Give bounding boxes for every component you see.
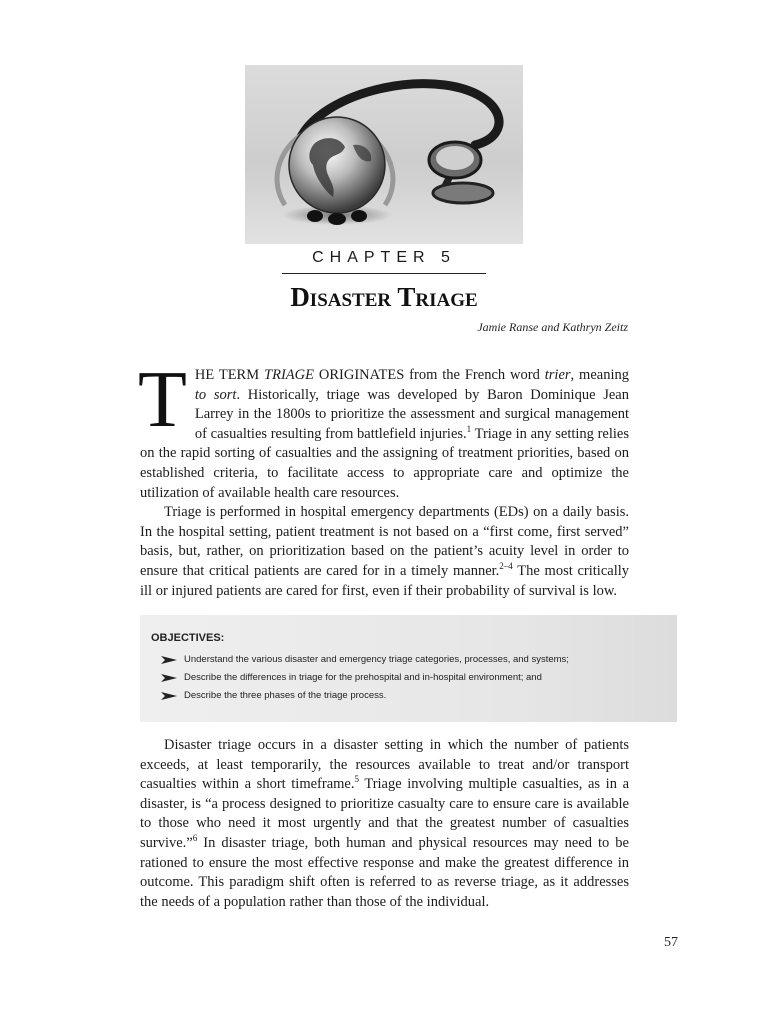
objective-item	[160, 687, 569, 705]
text-fragment: The most critically ill or injured patients are cared for first, even if their probability of survival is low.	[140, 562, 629, 599]
citation-ref: 5	[354, 774, 359, 785]
chapter-divider	[282, 273, 486, 274]
citation-ref: 1	[466, 423, 472, 434]
objectives-box	[140, 615, 677, 722]
paragraph-1	[138, 356, 629, 503]
arrow-bullet-icon	[160, 655, 178, 665]
objectives-heading: OBJECTIVES:	[151, 632, 225, 644]
objectives-list	[160, 651, 569, 705]
citation-ref: 2–4	[499, 561, 513, 572]
arrow-bullet-icon	[160, 691, 178, 701]
text-fragment: , meaning	[570, 367, 629, 383]
globe-stethoscope-image	[245, 65, 523, 244]
chapter-title: Disaster Triage	[290, 282, 478, 312]
text-fragment: Triage involving multiple casualties, as in a disaster, is “a process designed to prioritize casualty care to ensure care is available to those who need it most urgently and that the greatest number of casualties survive.”	[140, 776, 630, 851]
paragraph-2	[140, 503, 629, 601]
lead-text: HE TERM	[194, 367, 265, 383]
lead-italic: TRIAGE	[264, 367, 314, 383]
objective-item	[160, 651, 569, 669]
word-italic: trier	[544, 367, 571, 383]
drop-cap: T	[138, 356, 187, 444]
page-number: 57	[664, 935, 678, 950]
paragraph-3	[140, 736, 629, 912]
objective-text: Describe the differences in triage for the prehospital and in-hospital environment; and	[184, 672, 542, 683]
text-fragment: . Historically, triage was developed by Baron Dominique Jean Larrey in the 1800s to prioritize the assessment and surgical management of casualties resulting from battlefield injuries.	[194, 386, 629, 442]
text-fragment: Triage is performed in hospital emergency departments (EDs) on a daily basis. In the hospital setting, patient treatment is not based on a “first come, first served” basis, but, rather, on prioritization based on the patient’s acuity level in order to ensure that critical patients are cared for in a timely manner.	[140, 504, 629, 579]
meaning-italic: to sort	[194, 386, 237, 403]
objective-text: Understand the various disaster and emergency triage categories, processes, and systems;	[184, 654, 569, 665]
objective-item	[160, 669, 569, 687]
arrow-bullet-icon	[160, 673, 178, 683]
paragraph-3-block	[140, 736, 629, 912]
objective-text: Describe the three phases of the triage process.	[184, 690, 387, 701]
citation-ref: 6	[192, 833, 198, 844]
chapter-photo	[245, 65, 523, 244]
text-fragment: In disaster triage, both human and physical resources may need to be rationed to ensure the most effective response and make the greatest difference in outcome. This paradigm shift often is referred to as reverse triage, as it addresses the needs of a population rather than those of the individual.	[140, 834, 629, 910]
lead-rest: ORIGINATES from the French word	[313, 367, 545, 383]
text-fragment: Triage in any setting relies on the rapid sorting of casualties and the assigning of treatment priorities, based on established criteria, to facilitate access to appropriate care and optimize the utilization of available health care resources.	[140, 425, 629, 501]
chapter-label: CHAPTER 5	[312, 249, 456, 266]
text-fragment: Disaster triage occurs in a disaster setting in which the number of patients exceeds, at least temporarily, the resources available to treat and/or transport casualties within a short timeframe.	[140, 737, 629, 793]
chapter-authors: Jamie Ranse and Kathryn Zeitz	[477, 320, 628, 334]
opening-text	[138, 356, 629, 601]
